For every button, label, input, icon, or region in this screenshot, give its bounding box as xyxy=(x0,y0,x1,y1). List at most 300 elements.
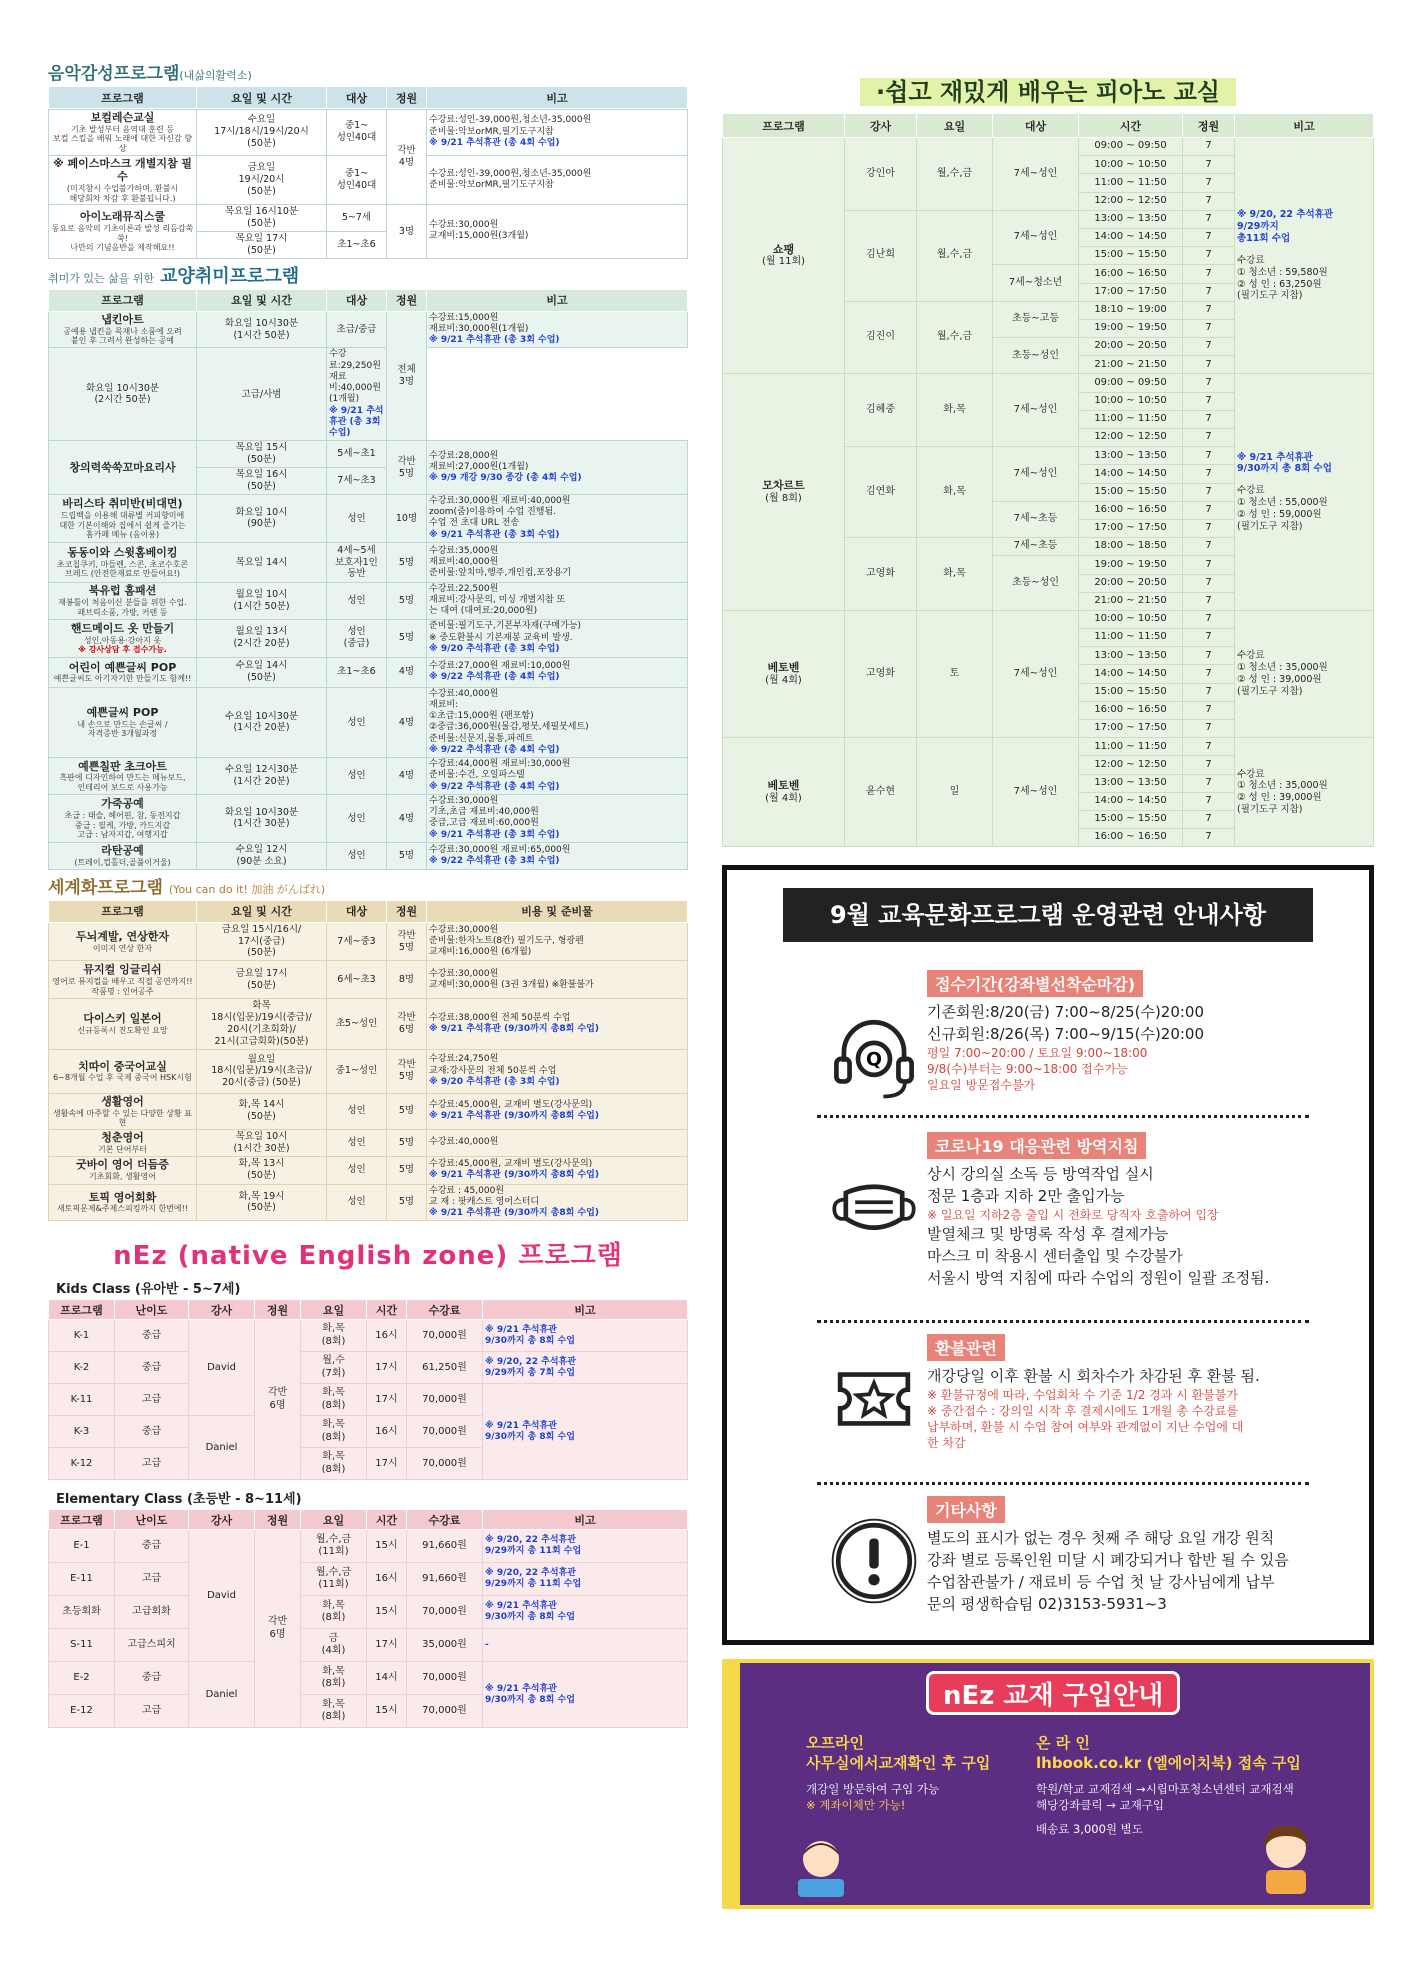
time-cell: 10:00 ~ 10:50 xyxy=(1079,610,1183,628)
time-cell: 14:00 ~ 14:50 xyxy=(1079,465,1183,483)
music-program-cell xyxy=(49,110,197,156)
hobby-note-cell xyxy=(427,794,688,842)
hobby-note-cell xyxy=(427,542,688,582)
global-note-cell xyxy=(427,1093,688,1129)
note-highlight: ※ 9/21 추석휴관 (9/30까지 총8회 수업) xyxy=(429,1170,599,1181)
time-cell: 17:00 ~ 17:50 xyxy=(1079,283,1183,301)
time-cell: 17시 xyxy=(367,1384,407,1416)
hobby-program-cell xyxy=(49,758,197,795)
level-cell: 중급 xyxy=(115,1530,189,1563)
level-cell: 고급 xyxy=(115,1695,189,1728)
hobby-note-cell xyxy=(427,494,688,542)
col-header: 요일 xyxy=(301,1510,367,1530)
program-name: 예쁜글씨 POP xyxy=(86,706,159,719)
hobby-program-cell xyxy=(49,657,197,687)
notice-line: 서울시 방역 지침에 따라 수업의 정원이 일괄 조정됨. xyxy=(927,1269,1270,1288)
time-cell: 19:00 ~ 19:50 xyxy=(1079,319,1183,337)
capacity-cell: 7 xyxy=(1183,810,1235,828)
note-highlight: ※ 9/20 추석휴관 (총 3회 수업) xyxy=(429,1076,560,1087)
fee-cell: 70,000원 xyxy=(407,1448,483,1480)
capacity-cell: 7 xyxy=(1183,665,1235,683)
online-line: 해당강좌클릭 → 교재구입 xyxy=(1036,1798,1165,1813)
program-desc: 공예용 냅킨을 목재나 소품에 오려 붙인 후 그려서 완성하는 공예 xyxy=(63,326,182,346)
piano-program-cell xyxy=(723,138,845,374)
teacher-cell: 윤수현 xyxy=(845,738,917,847)
fee-cell: 70,000원 xyxy=(407,1416,483,1448)
capacity-cell: 7 xyxy=(1183,556,1235,574)
notice-line: 한 차감 xyxy=(927,1436,966,1451)
nez-header-row xyxy=(49,1300,688,1320)
teacher-cell: David xyxy=(189,1320,255,1416)
time-cell: 15:00 ~ 15:50 xyxy=(1079,247,1183,265)
note-text: 수강료:44,000원 재료비:30,000원 준비물:수건, 오일파스텔 xyxy=(429,759,571,781)
hobby-capacity-cell: 4명 xyxy=(387,657,427,687)
global-target-cell: 성인 xyxy=(327,1093,387,1129)
day-cell: 화,목 (8회) xyxy=(301,1448,367,1480)
music-row xyxy=(49,110,688,156)
teacher-cell: 고영화 xyxy=(845,610,917,737)
capacity-cell: 7 xyxy=(1183,720,1235,738)
hobby-program-cell xyxy=(49,619,197,657)
nez-title: nEz (native English zone) 프로그램 xyxy=(113,1241,623,1272)
time-cell: 18:00 ~ 18:50 xyxy=(1079,538,1183,556)
program-desc: 기본 단어부터 xyxy=(98,1144,147,1154)
target-cell: 7세~초등 xyxy=(993,538,1079,556)
note-highlight: ※ 9/22 추석휴관 (총 4회 수업) xyxy=(429,672,560,683)
note-highlight: ※ 9/22 추석휴관 (총 4회 수업) xyxy=(429,781,560,792)
fee-cell: 70,000원 xyxy=(407,1662,483,1695)
offline-subheading: 사무실에서교재확인 후 구입 xyxy=(806,1754,991,1773)
piano-note-cell xyxy=(1235,610,1374,737)
col-header: 정원 xyxy=(255,1510,301,1530)
program-name: ※ 페이스마스크 개별지참 필수 xyxy=(52,156,193,184)
program-desc: 신규등록시 진도확인 요망 xyxy=(77,1026,168,1036)
hobby-row xyxy=(49,842,688,869)
global-target-cell: 6세~초3 xyxy=(327,961,387,999)
music-target-cell: 초1~초6 xyxy=(327,231,387,258)
day-cell: 화,목 xyxy=(917,538,993,611)
offline-info xyxy=(806,1733,990,1813)
note-highlight: ※ 9/21 추석휴관 (총 3회 수업) xyxy=(329,405,384,439)
time-cell: 14:00 ~ 14:50 xyxy=(1079,228,1183,246)
time-cell: 15시 xyxy=(367,1695,407,1728)
program-desc: 생활속에 마주할 수 있는 다양한 상황 표현 xyxy=(53,1108,192,1128)
capacity-cell: 7 xyxy=(1183,829,1235,847)
global-target-cell: 중1~성인 xyxy=(327,1049,387,1093)
global-capacity-cell: 각반 5명 xyxy=(387,922,427,961)
piano-program-sub: (월 8회) xyxy=(765,492,802,504)
time-cell: 13:00 ~ 13:50 xyxy=(1079,210,1183,228)
global-row xyxy=(49,1184,688,1221)
target-cell: 7세~초등 xyxy=(993,501,1079,537)
hobby-row xyxy=(49,348,688,441)
class-code-cell: E-11 xyxy=(49,1563,115,1596)
col-header: 정원 xyxy=(387,289,427,311)
global-row xyxy=(49,961,688,999)
time-cell: 15:00 ~ 15:50 xyxy=(1079,810,1183,828)
piano-program-sub: (월 4회) xyxy=(765,674,802,686)
note-cell: ※ 9/20, 22 추석휴관 9/29까지 총 11회 수업 xyxy=(483,1563,688,1596)
music-time-cell: 수요일 17시/18시/19시/20시 (50분) xyxy=(197,110,327,156)
note-text: 수강료:30,000원 교재비:30,000원 (3권 3개월) ※환불불가 xyxy=(429,968,594,990)
global-target-cell: 7세~중3 xyxy=(327,922,387,961)
hobby-capacity-cell: 10명 xyxy=(387,494,427,542)
hobby-program-cell xyxy=(49,311,197,348)
col-header: 대상 xyxy=(993,114,1079,138)
class-code-cell: E-1 xyxy=(49,1530,115,1563)
program-name: 창의력쑥쑥꼬마요리사 xyxy=(69,460,176,474)
program-name: 가죽공예 xyxy=(101,797,144,811)
level-cell: 고급 xyxy=(115,1563,189,1596)
time-cell: 17시 xyxy=(367,1629,407,1662)
online-line: 학원/학교 교재검색 →시립마포청소년센터 교재검색 xyxy=(1036,1782,1294,1797)
day-cell: 일 xyxy=(917,738,993,847)
program-name: 핸드메이드 옷 만들기 xyxy=(70,621,175,635)
capacity-cell: 7 xyxy=(1183,356,1235,374)
piano-row xyxy=(723,138,1374,156)
col-header: 정원 xyxy=(387,87,427,109)
notice-line: ※ 중간접수 : 강의일 시작 후 결제시에도 1개월 총 수강료를 xyxy=(927,1404,1239,1419)
notice-line: 일요일 방문접수불가 xyxy=(927,1078,1036,1093)
time-cell: 12:00 ~ 12:50 xyxy=(1079,756,1183,774)
col-header: 프로그램 xyxy=(49,900,197,922)
time-cell: 16시 xyxy=(367,1320,407,1352)
global-note-cell xyxy=(427,961,688,999)
note-highlight: ※ 9/21 추석휴관 (총 3회 수업) xyxy=(429,529,560,540)
music-program-cell xyxy=(49,155,197,205)
music-header-row xyxy=(49,87,688,109)
program-name: 토픽 영어회화 xyxy=(88,1190,157,1204)
note-text: 수강료:30,000원 교재비:15,000원(3개월) xyxy=(429,220,529,242)
teacher-cell: Daniel xyxy=(189,1662,255,1728)
global-program-cell xyxy=(49,1156,197,1184)
day-cell: 월,수,금 (11회) xyxy=(301,1563,367,1596)
global-target-cell: 성인 xyxy=(327,1184,387,1221)
day-cell: 월,수,금 xyxy=(917,210,993,301)
global-program-cell xyxy=(49,999,197,1050)
divider xyxy=(817,1482,1309,1485)
notice-line: 마스크 미 착용시 센터출입 및 수강불가 xyxy=(927,1247,1183,1266)
hobby-target-cell: 성인 (중급) xyxy=(327,619,387,657)
note-text: 수강료:30,000원 재료비:65,000원 xyxy=(429,844,571,855)
music-table xyxy=(48,109,688,259)
teacher-cell: 김진이 xyxy=(845,301,917,374)
col-header: 정원 xyxy=(1183,114,1235,138)
global-note-cell xyxy=(427,1129,688,1156)
time-cell: 21:00 ~ 21:50 xyxy=(1079,592,1183,610)
nez-row xyxy=(49,1662,688,1695)
global-note-cell xyxy=(427,1156,688,1184)
music-target-cell: 중1~ 성인40대 xyxy=(327,110,387,156)
time-cell: 17시 xyxy=(367,1352,407,1384)
program-desc: (트레이,컵홀더,골풀이거울) xyxy=(74,857,171,867)
capacity-cell: 7 xyxy=(1183,501,1235,519)
refund-label: 환불관련 xyxy=(927,1334,1005,1361)
hobby-program-cell xyxy=(49,494,197,542)
time-cell: 17:00 ~ 17:50 xyxy=(1079,720,1183,738)
day-cell: 화,목 (8회) xyxy=(301,1416,367,1448)
target-cell: 초등~고등 xyxy=(993,301,1079,337)
time-cell: 14시 xyxy=(367,1662,407,1695)
piano-title: ·쉽고 재밌게 배우는 피아노 교실 xyxy=(722,75,1374,109)
class-code-cell: K-2 xyxy=(49,1352,115,1384)
note-text: 수강료 : 45,000원 교 재 : 팟캐스트 영어스터디 xyxy=(429,1185,540,1207)
hobby-capacity-cell: 4명 xyxy=(387,794,427,842)
notice-line: 평일 7:00~20:00 / 토요일 9:00~18:00 xyxy=(927,1046,1148,1061)
note-highlight: ※ 9/20 추석휴관 (총 3회 수업) xyxy=(429,643,560,654)
global-capacity-cell: 각반 6명 xyxy=(387,999,427,1050)
target-cell: 7세~성인 xyxy=(993,374,1079,447)
hobby-target-cell: 7세~초3 xyxy=(327,468,387,495)
class-code-cell: K-3 xyxy=(49,1416,115,1448)
piano-note-cell xyxy=(1235,374,1374,610)
right-column xyxy=(722,75,1374,1909)
target-cell: 7세~성인 xyxy=(993,738,1079,847)
capacity-cell: 7 xyxy=(1183,283,1235,301)
global-time-cell: 화목 18시(입문)/19시(중급)/ 20시(기초회화)/ 21시(고급회화)(50분) xyxy=(197,999,327,1050)
class-code-cell: K-11 xyxy=(49,1384,115,1416)
day-cell: 금 (4회) xyxy=(301,1629,367,1662)
level-cell: 중급 xyxy=(115,1320,189,1352)
program-desc: 기초회화, 생활영어 xyxy=(89,1172,156,1182)
notice-line: 정문 1층과 지하 2만 출입가능 xyxy=(927,1187,1125,1206)
col-header: 정원 xyxy=(387,900,427,922)
piano-header-row xyxy=(723,114,1374,138)
fee-cell: 70,000원 xyxy=(407,1320,483,1352)
hobby-capacity-cell: 4명 xyxy=(387,687,427,758)
col-header: 프로그램 xyxy=(49,1300,115,1320)
time-cell: 11:00 ~ 11:50 xyxy=(1079,738,1183,756)
hobby-row xyxy=(49,619,688,657)
program-desc: 이미지 연상 한자 xyxy=(92,943,153,953)
program-desc: 성인,아동용·강아지 옷 xyxy=(83,635,162,645)
online-subheading: lhbook.co.kr (엘에이치북) 접속 구입 xyxy=(1036,1754,1301,1773)
offline-line: ※ 계좌이체만 가능! xyxy=(806,1798,906,1813)
day-cell: 토 xyxy=(917,610,993,737)
col-header: 비용 및 준비물 xyxy=(427,900,688,922)
hobby-note-cell xyxy=(327,348,387,441)
global-note-cell xyxy=(427,999,688,1050)
music-target-cell: 중1~ 성인40대 xyxy=(327,155,387,205)
banner-title: nEz 교재 구입안내 xyxy=(926,1671,1180,1715)
hobby-note-cell xyxy=(427,687,688,758)
time-cell: 10:00 ~ 10:50 xyxy=(1079,156,1183,174)
teacher-cell: David xyxy=(189,1530,255,1662)
note-text: 수강료:40,000원 재료비: ①초급:15,000원 (팬포함) ②중급:36,000원(물감,평붓,세필붓세트) 준비물:신문지,물통,파레트 xyxy=(429,688,589,744)
hobby-row xyxy=(49,582,688,619)
global-time-cell: 월요일 18시(입문)/19시(초급)/ 20시(중급) (50분) xyxy=(197,1049,327,1093)
capacity-cell: 7 xyxy=(1183,629,1235,647)
nez-row xyxy=(49,1352,688,1384)
hobby-target-cell: 고급/사범 xyxy=(197,348,327,441)
teacher-cell: 강인아 xyxy=(845,138,917,211)
time-cell: 16시 xyxy=(367,1563,407,1596)
class-code-cell: E-2 xyxy=(49,1662,115,1695)
col-header: 프로그램 xyxy=(723,114,845,138)
music-note-cell xyxy=(427,110,688,156)
note-text: 수강료:40,000원 xyxy=(429,1137,499,1148)
global-time-cell: 화,목 14시 (50분) xyxy=(197,1093,327,1129)
notice-box xyxy=(722,865,1374,1645)
col-header: 강사 xyxy=(189,1300,255,1320)
note-highlight: ※ 9/20, 22 추석휴관 9/29까지 총11회 수업 xyxy=(1237,209,1333,244)
hobby-capacity-cell: 각반 5명 xyxy=(387,441,427,495)
col-header: 비고 xyxy=(427,289,688,311)
day-cell: 월,수,금 xyxy=(917,138,993,211)
col-header: 난이도 xyxy=(115,1300,189,1320)
fee-cell: 91,660원 xyxy=(407,1530,483,1563)
note-highlight: ※ 9/21 추석휴관 (총 3회 수업) xyxy=(429,335,560,346)
time-cell: 15:00 ~ 15:50 xyxy=(1079,683,1183,701)
nez-row xyxy=(49,1563,688,1596)
piano-program-sub: (월 4회) xyxy=(765,792,802,804)
note-highlight: ※ 9/21 추석휴관 (9/30까지 총8회 수업) xyxy=(429,1111,599,1122)
ticket-star-icon xyxy=(827,1352,921,1446)
notice-title: 9월 교육문화프로그램 운영관련 안내사항 xyxy=(783,888,1313,942)
col-header: 강사 xyxy=(845,114,917,138)
global-time-cell: 화,목 13시 (50분) xyxy=(197,1156,327,1184)
program-desc: 기초 발성부터 음역대 훈련 등 보컬 스킬을 배워 노래에 대한 자신감 향상 xyxy=(53,124,192,153)
hobby-target-cell: 성인 xyxy=(327,582,387,619)
col-header: 요일 및 시간 xyxy=(197,87,327,109)
program-desc: 드립백을 이용해 대류별 커피향미에 대한 기본이해와 집에서 쉽게 즐기는 홈카페 메뉴 (음이용) xyxy=(59,510,186,540)
program-name: 청춘영어 xyxy=(101,1130,144,1144)
note-text: 수강료:성인-39,000원,청소년-35,000원 준비물:악보orMR,필기도구지참 xyxy=(429,168,592,190)
day-cell: 화,목 (8회) xyxy=(301,1695,367,1728)
nez-kids-table xyxy=(48,1299,688,1480)
capacity-cell: 7 xyxy=(1183,210,1235,228)
program-desc: 초코칩쿠키, 마들렌, 스콘, 초코수호콘 브레드 (안전한재료로 만들어요!) xyxy=(56,559,189,579)
time-cell: 10:00 ~ 10:50 xyxy=(1079,392,1183,410)
music-program-cell xyxy=(49,205,197,259)
music-time-cell: 목요일 17시 (50분) xyxy=(197,231,327,258)
global-program-cell xyxy=(49,1129,197,1156)
program-desc: 영어로 뮤지컬을 배우고 직접 공연까지!! 작품명 : 인어공주 xyxy=(52,977,193,996)
hobby-time-cell: 수요일 10시30분 (1시간 20분) xyxy=(197,687,327,758)
program-desc: 흑판에 디자인하여 만드는 메뉴보드, 인테리어 보드로 사용가능 xyxy=(59,773,186,792)
hobby-table xyxy=(48,289,688,870)
notice-line: 수업참관불가 / 재료비 등 수업 첫 날 강사님에게 납부 xyxy=(927,1573,1275,1592)
hobby-time-cell: 화요일 10시 (90분) xyxy=(197,494,327,542)
col-header: 프로그램 xyxy=(49,289,197,311)
headset-icon xyxy=(827,1010,921,1104)
note-text: 수강료:27,000원 재료비:10,000원 xyxy=(429,660,571,671)
hobby-row xyxy=(49,494,688,542)
note-text: 수강료 ① 청소년 : 35,000원 ② 성 인 : 39,000원 (필기도구 지참) xyxy=(1237,768,1328,816)
program-name: 두뇌계발, 연상한자 xyxy=(75,929,169,943)
hobby-time-cell: 수요일 12시 (90분 소요) xyxy=(197,842,327,869)
piano-program-cell xyxy=(723,738,845,847)
fee-cell: 61,250원 xyxy=(407,1352,483,1384)
col-header: 강사 xyxy=(189,1510,255,1530)
col-header: 요일 xyxy=(917,114,993,138)
hobby-time-cell: 월요일 13시 (2시간 20분) xyxy=(197,619,327,657)
time-cell: 15시 xyxy=(367,1596,407,1629)
exclamation-icon xyxy=(827,1514,921,1608)
capacity-cell: 7 xyxy=(1183,228,1235,246)
capacity-cell: 7 xyxy=(1183,792,1235,810)
teacher-cell: 고영화 xyxy=(845,538,917,611)
time-cell: 16:00 ~ 16:50 xyxy=(1079,501,1183,519)
time-cell: 12:00 ~ 12:50 xyxy=(1079,192,1183,210)
hobby-capacity-cell: 5명 xyxy=(387,542,427,582)
program-desc: 6~8개월 수업 후 국제 중국어 HSK시험 xyxy=(53,1073,192,1083)
global-time-cell: 화,목 19시 (50분) xyxy=(197,1184,327,1221)
note-text: 수강료:30,000원 준비물:한자노트(8칸) 필기도구, 형광펜 교재비:16,000원 (6개월) xyxy=(429,924,584,958)
capacity-cell: 7 xyxy=(1183,538,1235,556)
capacity-cell: 7 xyxy=(1183,738,1235,756)
col-header: 비고 xyxy=(483,1510,688,1530)
hobby-row xyxy=(49,687,688,758)
nez-row xyxy=(49,1530,688,1563)
note-cell: ※ 9/21 추석휴관 9/30까지 총 8회 수업 xyxy=(483,1596,688,1629)
global-row xyxy=(49,1156,688,1184)
program-name: 생활영어 xyxy=(101,1094,144,1108)
time-cell: 13:00 ~ 13:50 xyxy=(1079,647,1183,665)
hobby-time-cell: 화요일 10시30분 (2시간 50분) xyxy=(49,348,197,441)
time-cell: 16:00 ~ 16:50 xyxy=(1079,265,1183,283)
time-cell: 17시 xyxy=(367,1448,407,1480)
col-header: 시간 xyxy=(367,1510,407,1530)
mask-icon xyxy=(827,1160,921,1254)
global-note-cell xyxy=(427,922,688,961)
hobby-target-cell: 성인 xyxy=(327,794,387,842)
notice-line: 기존회원:8/20(금) 7:00~8/25(수)20:00 xyxy=(927,1003,1205,1022)
time-cell: 09:00 ~ 09:50 xyxy=(1079,374,1183,392)
global-program-cell xyxy=(49,922,197,961)
note-text: 수강료:15,000원 재료비:30,000원(1개월) xyxy=(429,312,529,334)
fee-cell: 70,000원 xyxy=(407,1384,483,1416)
col-header: 비고 xyxy=(483,1300,688,1320)
level-cell: 중급 xyxy=(115,1416,189,1448)
global-note-cell xyxy=(427,1184,688,1221)
notice-line: 신규회원:8/26(목) 7:00~9/15(수)20:00 xyxy=(927,1025,1205,1044)
note-text: 수강료:35,000원 재료비:40,000원 준비물:앞치마,행주,개인컵,포장용기 xyxy=(429,545,572,579)
col-header: 프로그램 xyxy=(49,1510,115,1530)
col-header: 정원 xyxy=(255,1300,301,1320)
global-row xyxy=(49,1093,688,1129)
target-cell: 7세~성인 xyxy=(993,138,1079,211)
music-row xyxy=(49,155,688,205)
time-cell: 20:00 ~ 20:50 xyxy=(1079,338,1183,356)
global-capacity-cell: 8명 xyxy=(387,961,427,999)
hobby-note-cell xyxy=(427,582,688,619)
col-header: 난이도 xyxy=(115,1510,189,1530)
program-desc: 예쁜글씨도 아기자기한 만들기도 함께!! xyxy=(53,674,192,684)
capacity-cell: 7 xyxy=(1183,265,1235,283)
level-cell: 고급회화 xyxy=(115,1596,189,1629)
capacity-cell: 7 xyxy=(1183,756,1235,774)
capacity-cell: 7 xyxy=(1183,410,1235,428)
piano-program-name: 모차르트 xyxy=(762,479,805,493)
notice-line: 개강당일 이후 환불 시 회차수가 차감된 후 환불 됨. xyxy=(927,1367,1260,1386)
note-cell: ※ 9/21 추석휴관 9/30까지 총 8회 수업 xyxy=(483,1662,688,1728)
capacity-cell: 7 xyxy=(1183,465,1235,483)
program-name: 보컬레슨교실 xyxy=(90,111,155,124)
capacity-cell: 7 xyxy=(1183,519,1235,537)
music-note-cell xyxy=(427,205,688,259)
nez-row xyxy=(49,1320,688,1352)
note-text: 수강료:45,000원, 교재비 별도(강사문의) xyxy=(429,1158,593,1169)
class-code-cell: K-1 xyxy=(49,1320,115,1352)
global-capacity-cell: 5명 xyxy=(387,1093,427,1129)
program-name: 라탄공예 xyxy=(101,844,144,858)
hobby-capacity-cell: 전체 3명 xyxy=(387,311,427,441)
col-header: 비고 xyxy=(1235,114,1374,138)
hobby-target-cell: 5세~초1 xyxy=(327,441,387,468)
col-header: 요일 및 시간 xyxy=(197,900,327,922)
note-cell: ※ 9/20, 22 추석휴관 9/29까지 총 7회 수업 xyxy=(483,1352,688,1384)
